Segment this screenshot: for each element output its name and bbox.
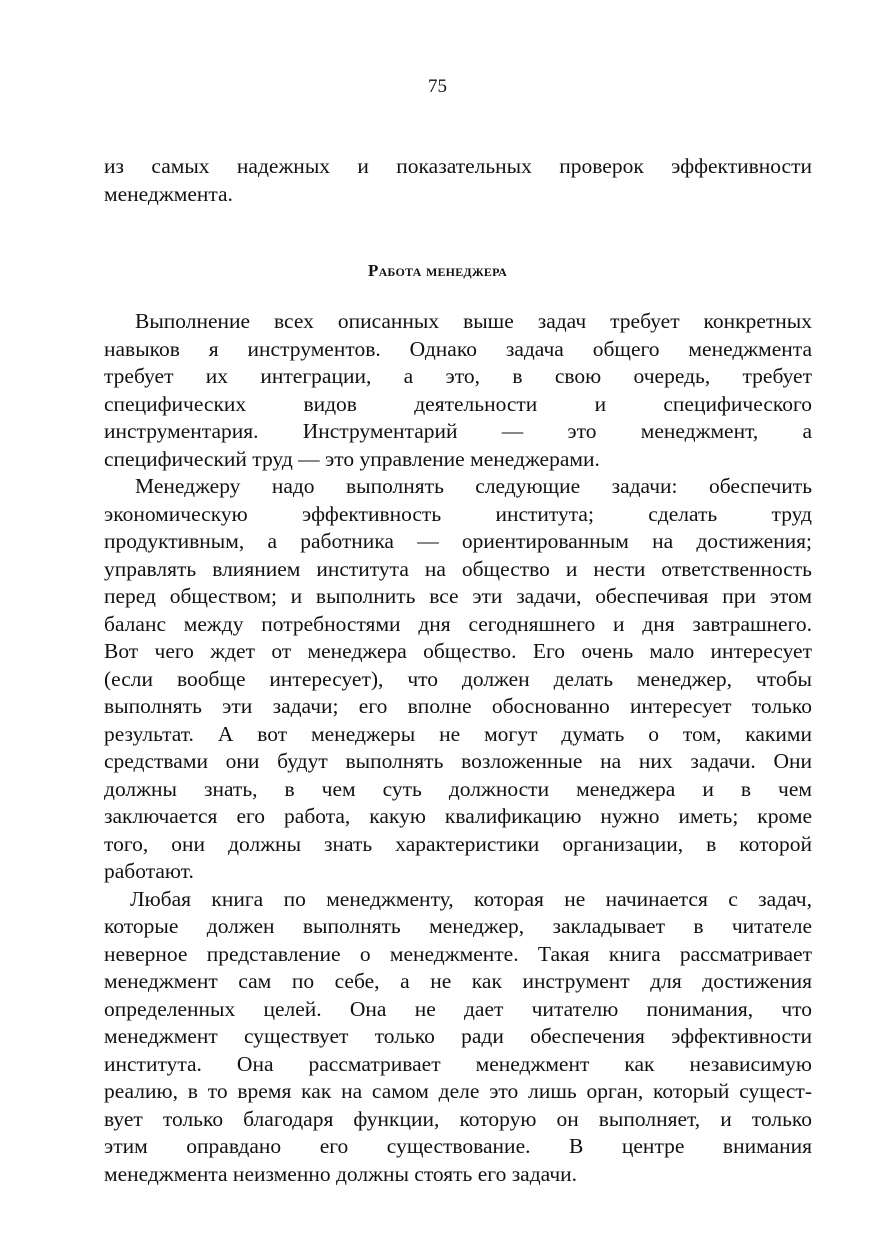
- paragraph: [104, 886, 812, 1189]
- text-line: баланс между потребностями дня сегодняшнего и дня завтрашнего.: [104, 611, 812, 636]
- text-line: результат. А вот менеджеры не могут думать о том, какими: [104, 721, 812, 746]
- text-line: (если вообще интересует), что должен делать менеджер, чтобы: [104, 666, 812, 691]
- text-line: этим оправдано его существование. В центре внимания: [104, 1134, 812, 1158]
- text-line: менеджмента неизменно должны стоять его задачи.: [104, 1161, 578, 1186]
- text-line: требует их интеграции, а это, в свою очередь, требует: [104, 364, 812, 388]
- text-line: выполнять эти задачи; его вполне обоснованно интересует только: [104, 694, 812, 718]
- text-line: Выполнение всех описанных выше задач требует конкретных: [135, 309, 812, 333]
- text-line: менеджмент сам по себе, а не как инструмент для достижения: [104, 969, 812, 993]
- text-line: определенных целей. Она не дает читателю понимания, что: [104, 996, 812, 1021]
- text-line: специфический труд — это управление менеджерами.: [104, 446, 600, 471]
- text-line: реалию, в то время как на самом деле это лишь орган, который сущест-: [104, 1079, 812, 1103]
- text-line: менеджмент существует только ради обеспечения эффективности: [104, 1024, 812, 1048]
- text-line: средствами они будут выполнять возложенные на них задачи. Они: [104, 749, 812, 773]
- text-line: работают.: [104, 859, 194, 883]
- text-line: экономическую эффективность института; сделать труд: [104, 501, 812, 526]
- text-line: инструментария. Инструментарий — это менеджмент, а: [104, 419, 812, 443]
- continuation-paragraph: [104, 153, 812, 208]
- text-line: института. Она рассматривает менеджмент как независимую: [104, 1051, 812, 1076]
- text-line: заключается его работа, какую квалификацию нужно иметь; кроме: [104, 804, 812, 828]
- text-line: специфических видов деятельности и специфического: [104, 391, 812, 416]
- text-line: Любая книга по менеджменту, которая не начинается с задач,: [130, 886, 812, 911]
- page-number: 75: [428, 76, 447, 97]
- paragraph: [104, 473, 812, 886]
- text-line: перед обществом; и выполнить все эти задачи, обеспечивая при этом: [104, 584, 812, 608]
- text-line: Менеджеру надо выполнять следующие задачи: обеспечить: [135, 474, 812, 498]
- text-line: из самых надежных и показательных проверок эффективности: [104, 154, 812, 178]
- paragraph: [104, 308, 812, 473]
- text-line: управлять влиянием института на общество и нести ответственность: [104, 556, 812, 581]
- text-line: вует только благодаря функции, которую он выполняет, и только: [104, 1106, 812, 1131]
- text-line: менеджмента.: [104, 181, 233, 206]
- text-line: продуктивным, а работника — ориентированным на достижения;: [104, 529, 812, 553]
- text-line: того, они должны знать характеристики организации, в которой: [104, 831, 812, 856]
- text-line: неверное представление о менеджменте. Такая книга рассматривает: [104, 941, 812, 966]
- text-line: должны знать, в чем суть должности менеджера и в чем: [104, 776, 812, 801]
- text-line: которые должен выполнять менеджер, закладывает в читателе: [104, 914, 812, 938]
- text-line: Вот чего ждет от менеджера общество. Его очень мало интересует: [104, 639, 812, 663]
- section-body: [104, 308, 812, 1188]
- text-line: навыков я инструментов. Однако задача общего менеджмента: [104, 336, 812, 361]
- section-title: Работа менеджера: [367, 261, 507, 280]
